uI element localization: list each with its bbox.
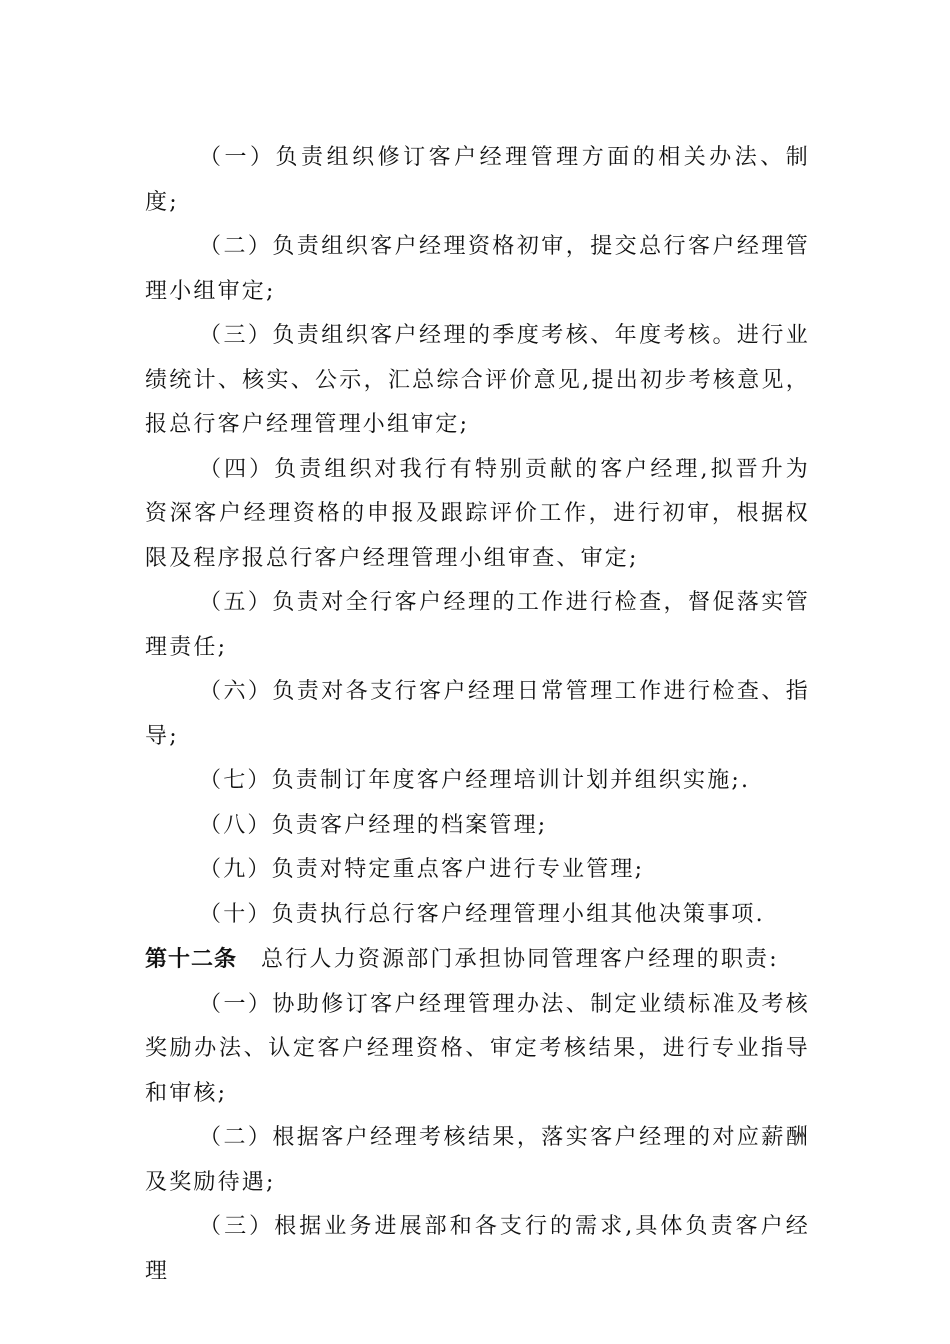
document-body (145, 136, 810, 1294)
section-item-6: （六）负责对各支行客户经理日常管理工作进行检查、指导; (145, 679, 810, 749)
article-12-item-1: （一）协助修订客户经理管理办法、制定业绩标准及考核奖励办法、认定客户经理资格、审定考核结果，进行专业指导和审核; (145, 991, 810, 1106)
article-12-item-2: （二）根据客户经理考核结果，落实客户经理的对应薪酬及奖励待遇; (145, 1125, 810, 1195)
section-item-8: （八）负责客户经理的档案管理; (199, 812, 548, 838)
section-item-10: （十）负责执行总行客户经理管理小组其他决策事项. (199, 901, 765, 927)
section-item-4: （四）负责组织对我行有特别贡献的客户经理,拟晋升为资深客户经理资格的申报及跟踪评价工作，进行初审，根据权限及程序报总行客户经理管理小组审查、审定; (145, 456, 810, 571)
article-12-item-3: （三）根据业务进展部和各支行的需求,具体负责客户经理 (145, 1214, 810, 1284)
article-12-text: 总行人力资源部门承担协同管理客户经理的职责: (261, 947, 779, 972)
section-item-5: （五）负责对全行客户经理的工作进行检查，督促落实管理责任; (145, 590, 810, 660)
article-12-label: 第十二条 (145, 946, 238, 972)
section-item-2: （二）负责组织客户经理资格初审，提交总行客户经理管理小组审定; (145, 234, 810, 304)
article-12-heading (145, 937, 810, 983)
section-item-3: （三）负责组织客户经理的季度考核、年度考核。进行业绩统计、核实、公示，汇总综合评价意见,提出初步考核意见，报总行客户经理管理小组审定; (145, 323, 810, 437)
section-item-7: （七）负责制订年度客户经理培训计划并组织实施;. (199, 768, 751, 793)
section-item-1: （一）负责组织修订客户经理管理方面的相关办法、制度; (145, 145, 810, 215)
section-item-9: （九）负责对特定重点客户进行专业管理; (199, 857, 645, 882)
